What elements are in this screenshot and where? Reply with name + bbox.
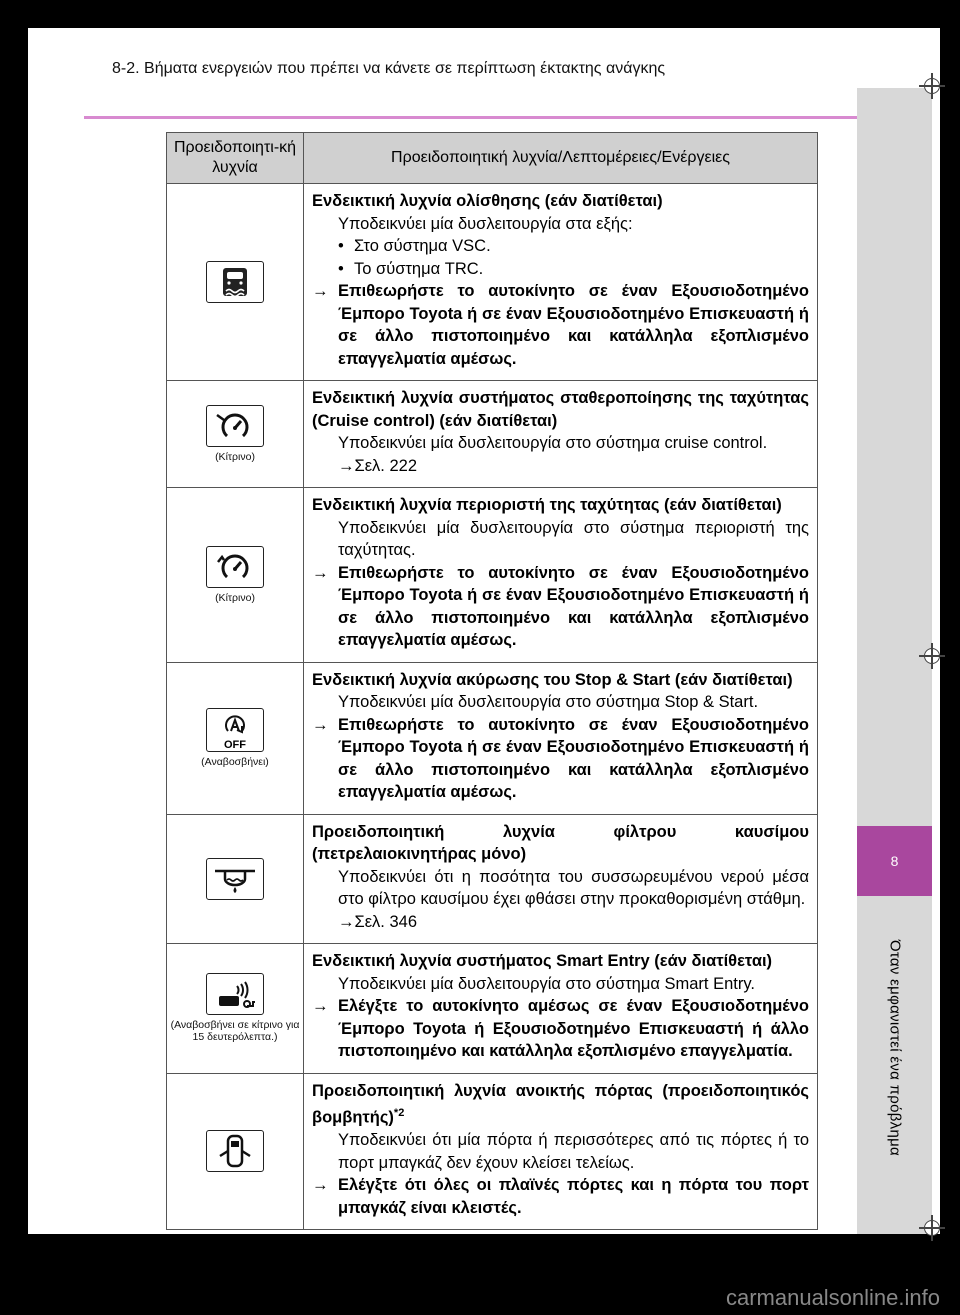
off-label: OFF	[224, 739, 246, 751]
icon-caption: (Αναβοσβήνει σε κίτρινο για 15 δευτερόλεπτα.)	[170, 1019, 300, 1044]
page-reference: →Σελ. 346	[338, 912, 418, 931]
col-header-details: Προειδοποιητική λυχνία/Λεπτομέρειες/Ενέργειες	[304, 133, 818, 184]
registration-mark-icon	[924, 1220, 940, 1236]
chapter-side-tab	[857, 88, 932, 1234]
chapter-number: 8	[857, 826, 932, 896]
table-row	[167, 662, 818, 814]
table-row	[167, 381, 818, 488]
icon-caption: (Κίτρινο)	[215, 451, 255, 463]
bullet-item: Στο σύστημα VSC.	[354, 237, 491, 255]
bullet-item: Το σύστημα TRC.	[354, 259, 484, 278]
row-action: Ελέγξτε το αυτοκίνητο αμέσως σε έναν Εξουσιοδοτημένο Έμπορο Toyota ή Εξουσιοδοτημένο Επισκευαστή ή άλλο πιστοποιημένο και κατάλληλα εξοπλισμένο επαγγελματία.	[338, 997, 809, 1060]
row-description: Υποδεικνύει μία δυσλειτουργία στο σύστημα περιοριστή της ταχύτητας.	[338, 518, 809, 559]
stop-start-off-icon	[206, 708, 264, 752]
row-description: Υποδεικνύει μία δυσλειτουργία στο σύστημα Stop & Start.	[338, 693, 759, 711]
col-header-light: Προειδοποιητι-κή λυχνία	[167, 133, 304, 184]
row-action: Ελέγξτε ότι όλες οι πλαϊνές πόρτες και η πόρτα του πορτ μπαγκάζ είναι κλειστές.	[338, 1176, 809, 1217]
speed-limiter-icon	[206, 546, 264, 588]
row-action: Επιθεωρήστε το αυτοκίνητο σε έναν Εξουσιοδοτημένο Έμπορο Toyota ή σε έναν Εξουσιοδοτημένο Επισκευαστή ή σε άλλο πιστοποιημένο και κατάλληλα εξοπλισμένο επαγγελματία αμέσως.	[338, 282, 809, 368]
icon-caption: (Κίτρινο)	[215, 591, 255, 604]
page-reference: →Σελ. 222	[338, 456, 418, 475]
open-door-icon	[206, 1130, 264, 1172]
table-row: Ενδεικτική λυχνία ολίσθησης (εάν διατίθεται) Υποδεικνύει μία δυσλειτουργία στα εξής: • Στο σύστημα VSC. • Το σύστημα TRC. → Επιθεωρήστε το αυτοκίνητο σε έναν Εξουσιοδοτημένο Έμπορο Toyota ή σε έναν Εξουσιοδοτημένο Επισκευαστή ή σε άλλο πιστοποιημένο και κατάλληλα εξοπλισμένο επαγγελματία αμέσως.	[167, 184, 818, 381]
row-action: Επιθεωρήστε το αυτοκίνητο σε έναν Εξουσιοδοτημένο Έμπορο Toyota ή σε έναν Εξουσιοδοτημένο Επισκευαστή ή σε άλλο πιστοποιημένο και κατάλληλα εξοπλισμένο επαγγελματία αμέσως.	[338, 715, 809, 801]
arrow-icon: →	[312, 1176, 329, 1194]
row-title: Προειδοποιητική λυχνία φίλτρου καυσίμου (πετρελαιοκινητήρας μόνο)	[312, 822, 809, 863]
registration-mark-icon	[924, 648, 940, 664]
arrow-icon: →	[312, 715, 329, 734]
registration-mark-icon	[924, 78, 940, 94]
row-title: Ενδεικτική λυχνία συστήματος Smart Entry (εάν διατίθεται)	[312, 952, 773, 970]
arrow-icon: →	[312, 282, 329, 300]
footnote-marker: *2	[393, 1107, 405, 1119]
slip-indicator-icon	[206, 261, 264, 303]
row-title: Ενδεικτική λυχνία ολίσθησης (εάν διατίθεται)	[312, 192, 663, 210]
arrow-icon: →	[312, 563, 329, 582]
header-rule	[84, 116, 858, 119]
table-row	[167, 814, 818, 944]
fuel-filter-icon	[206, 858, 264, 900]
row-description: Υποδεικνύει μία δυσλειτουργία στο σύστημα Smart Entry.	[338, 974, 755, 993]
row-title: Προειδοποιητική λυχνία ανοικτής πόρτας (προειδοποιητικός βομβητής)	[312, 1081, 809, 1127]
table-row	[167, 488, 818, 663]
table-row	[167, 1073, 818, 1230]
row-description: Υποδεικνύει ότι μία πόρτα ή περισσότερες από τις πόρτες ή το πορτ μπαγκάζ δεν έχουν κλείσει τελείως.	[338, 1131, 809, 1172]
row-title: Ενδεικτική λυχνία περιοριστή της ταχύτητας (εάν διατίθεται)	[312, 496, 782, 514]
running-head: 8-2. Βήματα ενεργειών που πρέπει να κάνετε σε περίπτωση έκτακτης ανάγκης	[112, 60, 666, 77]
row-action: Επιθεωρήστε το αυτοκίνητο σε έναν Εξουσιοδοτημένο Έμπορο Toyota ή σε έναν Εξουσιοδοτημένο Επισκευαστή ή σε άλλο πιστοποιημένο και κατάλληλα εξοπλισμένο επαγγελματία αμέσως.	[338, 563, 809, 649]
chapter-title: Όταν εμφανιστεί ένα πρόβλημα	[886, 939, 904, 1157]
row-title: Ενδεικτική λυχνία συστήματος σταθεροποίησης της ταχύτητας (Cruise control) (εάν διατίθεται)	[312, 389, 809, 430]
row-description: Υποδεικνύει ότι η ποσότητα του συσσωρευμένου νερού μέσα στο φίλτρο καυσίμου έχει φθάσει στην προκαθορισμένη στάθμη.	[338, 867, 809, 908]
arrow-icon: →	[312, 997, 329, 1015]
row-description: Υποδεικνύει μία δυσλειτουργία στα εξής:	[338, 214, 633, 233]
watermark: carmanualsonline.info	[725, 1285, 940, 1310]
row-description: Υποδεικνύει μία δυσλειτουργία στο σύστημα cruise control.	[338, 434, 768, 452]
table-row	[167, 944, 818, 1074]
smart-entry-icon	[206, 973, 264, 1015]
row-title: Ενδεικτική λυχνία ακύρωσης του Stop & Start (εάν διατίθεται)	[312, 670, 793, 689]
warning-lights-table	[166, 132, 818, 1230]
cruise-control-icon	[206, 405, 264, 447]
icon-caption: (Αναβοσβήνει)	[201, 756, 269, 768]
